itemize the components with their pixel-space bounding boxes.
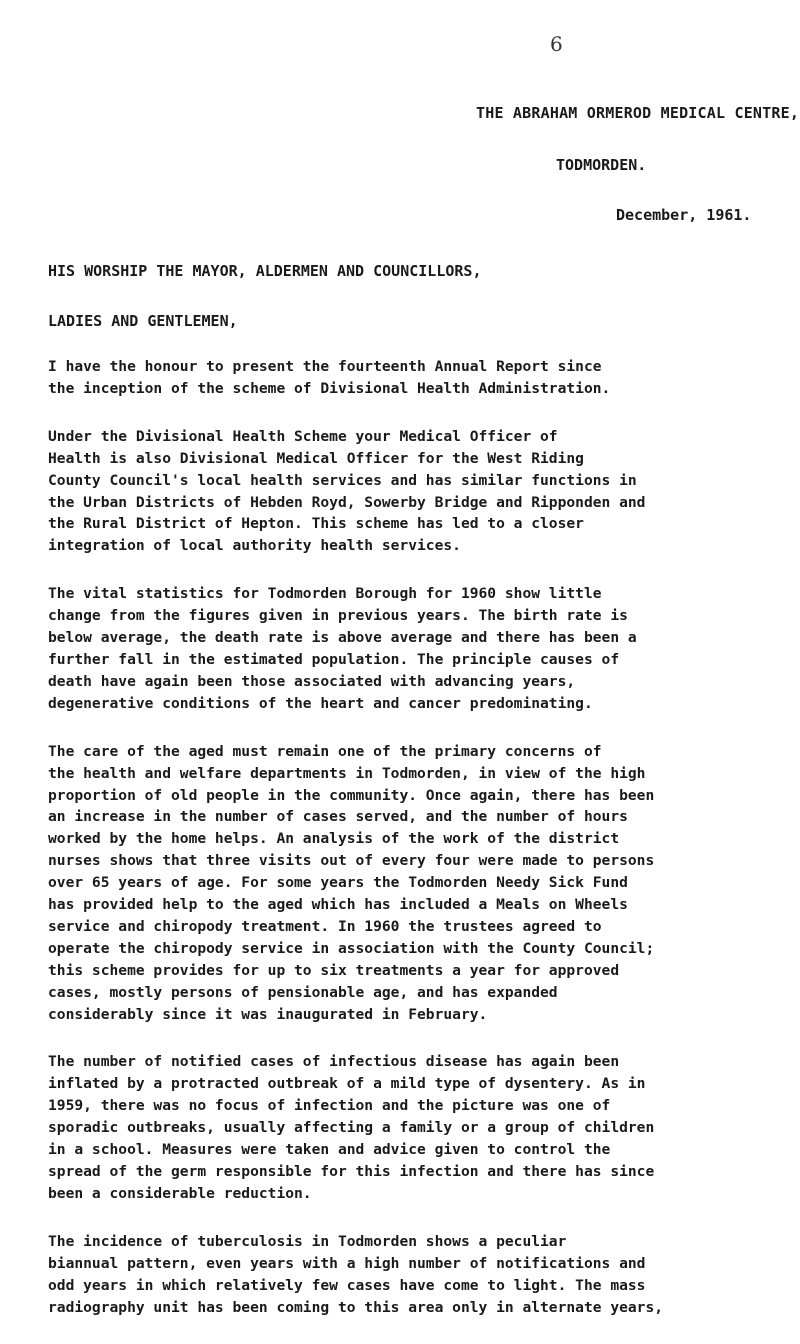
paragraph-introduction: I have the honour to present the fourteenth Annual Report since the inception of the scheme of Divisional Health Administration. [48,358,611,397]
paragraph-tuberculosis: The incidence of tuberculosis in Todmorden shows a peculiar biannual pattern, even years with a high number of notifications and odd years in which relatively few cases have come to light. The mass radiography unit has been coming to this area only in alternate years, [48,1232,664,1316]
page-number: 6 [550,32,563,56]
salutation-audience: LADIES AND GENTLEMEN, [48,312,238,330]
report-body [48,356,768,1344]
report-date: December, 1961. [616,206,752,224]
paragraph-care-of-aged: The care of the aged must remain one of the primary concerns of the health and welfare departments in Todmorden, in view of the high proportion of old people in the community. Once again, there has been an increase in the number of cases served, and the number of hours worked by the home helps. An analysis of the work of the district nurses shows that three visits out of every four were made to persons over 65 years of age. For some years the Todmorden Needy Sick Fund has provided help to the aged which has included a Meals on Wheels service and chiropody treatment. In 1960 the trustees agreed to operate the chiropody service in association with the County Council; this scheme provides for up to six treatments a year for approved cases, mostly persons of pensionable age, and has expanded considerably since it was inaugurated in February. [48,742,655,1023]
paragraph-vital-statistics: The vital statistics for Todmorden Borough for 1960 show little change from the figures given in previous years. The birth rate is below average, the death rate is above average and there has been a further fall in the estimated population. The principle causes of death have again been those associated with advancing years, degenerative conditions of the heart and cancer predominating. [48,585,637,712]
town-name: TODMORDEN. [556,156,647,174]
paragraph-divisional-scheme: Under the Divisional Health Scheme your Medical Officer of Health is also Divisional Medical Officer for the West Riding County Council's local health services and has similar functions in the Urban Districts of Hebden Royd, Sowerby Bridge and Ripponden and the Rural District of Hepton. This scheme has led to a closer integration of local authority health services. [48,427,646,555]
paragraph-infectious-disease: The number of notified cases of infectious disease has again been inflated by a protracted outbreak of a mild type of dysentery. As in 1959, there was no focus of infection and the picture was one of sporadic outbreaks, usually affecting a family or a group of children in a school. Measures were taken and advice given to control the spread of the germ responsible for this infection and there has since been a considerable reduction. [48,1053,655,1202]
salutation-officials: HIS WORSHIP THE MAYOR, ALDERMEN AND COUNCILLORS, [48,262,482,280]
centre-name: THE ABRAHAM ORMEROD MEDICAL CENTRE, [476,104,800,122]
